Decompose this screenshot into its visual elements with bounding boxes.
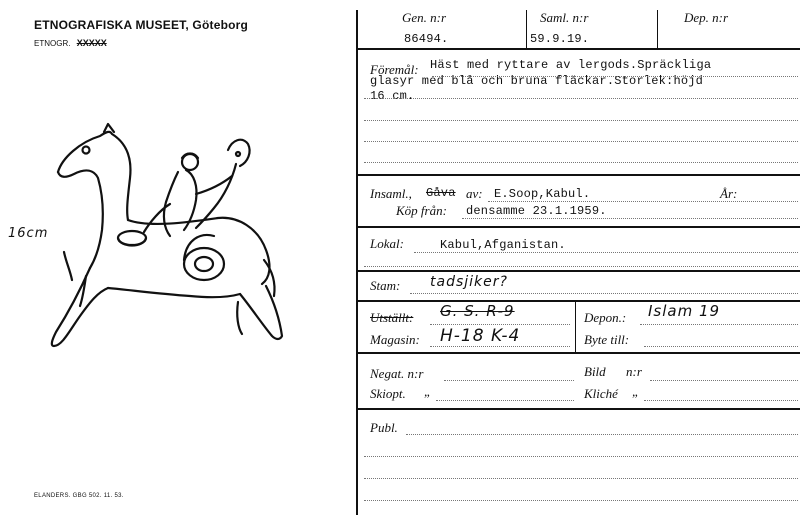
depon-dots [640,324,798,325]
insaml-label: Insaml., [370,186,412,201]
publ-dots-4 [364,500,798,501]
lokal-bottom-rule [357,270,800,272]
skiopt-dots [436,400,574,401]
utstallt-depon-divider [575,302,576,352]
publ-dots-2 [364,456,798,457]
utstallt-value: G. S. R-9 [440,302,515,320]
foremal-dots-3 [364,120,798,121]
kliche-label: Kliché [584,386,618,401]
kliche-dots [644,400,798,401]
byte-dots [644,346,798,347]
bild-dots [650,380,798,381]
gen-nr-value: 86494. [404,32,449,46]
bild-label: Bild [584,364,606,379]
etnogr-line [34,38,107,48]
stam-label: Stam: [370,278,401,293]
etnogr-struck: XXXXX [76,38,107,48]
foremal-dots-1 [432,76,798,77]
foremal-dots-4 [364,141,798,142]
museum-title: ETNOGRAFISKA MUSEET, Göteborg [34,18,249,32]
publ-dots-3 [364,478,798,479]
publ-dots-1 [406,434,798,435]
foremal-dots-2 [364,98,798,99]
foremal-bottom-rule [357,174,800,176]
lokal-dots-2 [364,266,798,267]
magasin-dots [430,346,570,347]
kop-fran-value: densamme 23.1.1959. [466,204,607,218]
kliche-ditto: „ [632,384,640,399]
utstallt-label: Utställt: [370,310,414,325]
insaml-dots [488,201,798,202]
foremal-line-1: Häst med ryttare av lergods.Spräckliga [430,58,712,72]
foremal-label: Föremål: [370,62,419,77]
lokal-dots-1 [414,252,798,253]
gen-nr-label: Gen. n:r [402,10,447,25]
insaml-bottom-rule [357,226,800,228]
bild-nr-label: n:r [626,364,642,379]
lokal-value: Kabul,Afganistan. [440,238,566,252]
skiopt-ditto: „ [424,384,432,399]
gen-saml-divider [526,10,527,48]
negat-label: Negat. n:r [370,366,424,381]
magasin-value: H-18 K-4 [440,326,521,346]
magasin-label: Magasin: [370,332,420,347]
height-note: 16cm [8,226,49,241]
insaml-value: E.Soop,Kabul. [494,187,591,201]
kop-fran-label: Köp från: [396,203,447,218]
stam-bottom-rule [357,300,800,302]
printer-imprint: ELANDERS. GBG 502. 11. 53. [34,493,124,499]
saml-nr-value: 59.9.19. [530,32,590,46]
card-left-border [356,10,358,515]
stam-value: tadsjiker? [430,274,508,290]
skiopt-label: Skiopt. [370,386,406,401]
insaml-struck: Gåva [426,186,456,200]
ar-label: År: [720,186,738,201]
magasin-bottom-rule [357,352,800,354]
header-bottom-rule [357,48,800,50]
byte-till-label: Byte till: [584,332,630,347]
publ-label: Publ. [370,420,398,435]
depon-value: Islam 19 [648,302,721,320]
utstallt-dots [430,324,570,325]
dep-nr-label: Dep. n:r [684,10,729,25]
lokal-label: Lokal: [370,236,404,251]
depon-label: Depon.: [584,310,627,325]
foremal-dots-5 [364,162,798,163]
saml-dep-divider [657,10,658,48]
negat-dots [444,380,574,381]
foremal-line-2: glasyr med blå och bruna fläckar.Storlek:höjd [370,74,704,88]
saml-nr-label: Saml. n:r [540,10,589,25]
kop-dots [462,218,798,219]
skiopt-bottom-rule [357,408,800,410]
foremal-line-3: 16 cm. [370,89,415,103]
insaml-av-label: av: [466,186,483,201]
etnogr-label: ETNOGR. [34,39,71,48]
stam-dots [410,293,798,294]
